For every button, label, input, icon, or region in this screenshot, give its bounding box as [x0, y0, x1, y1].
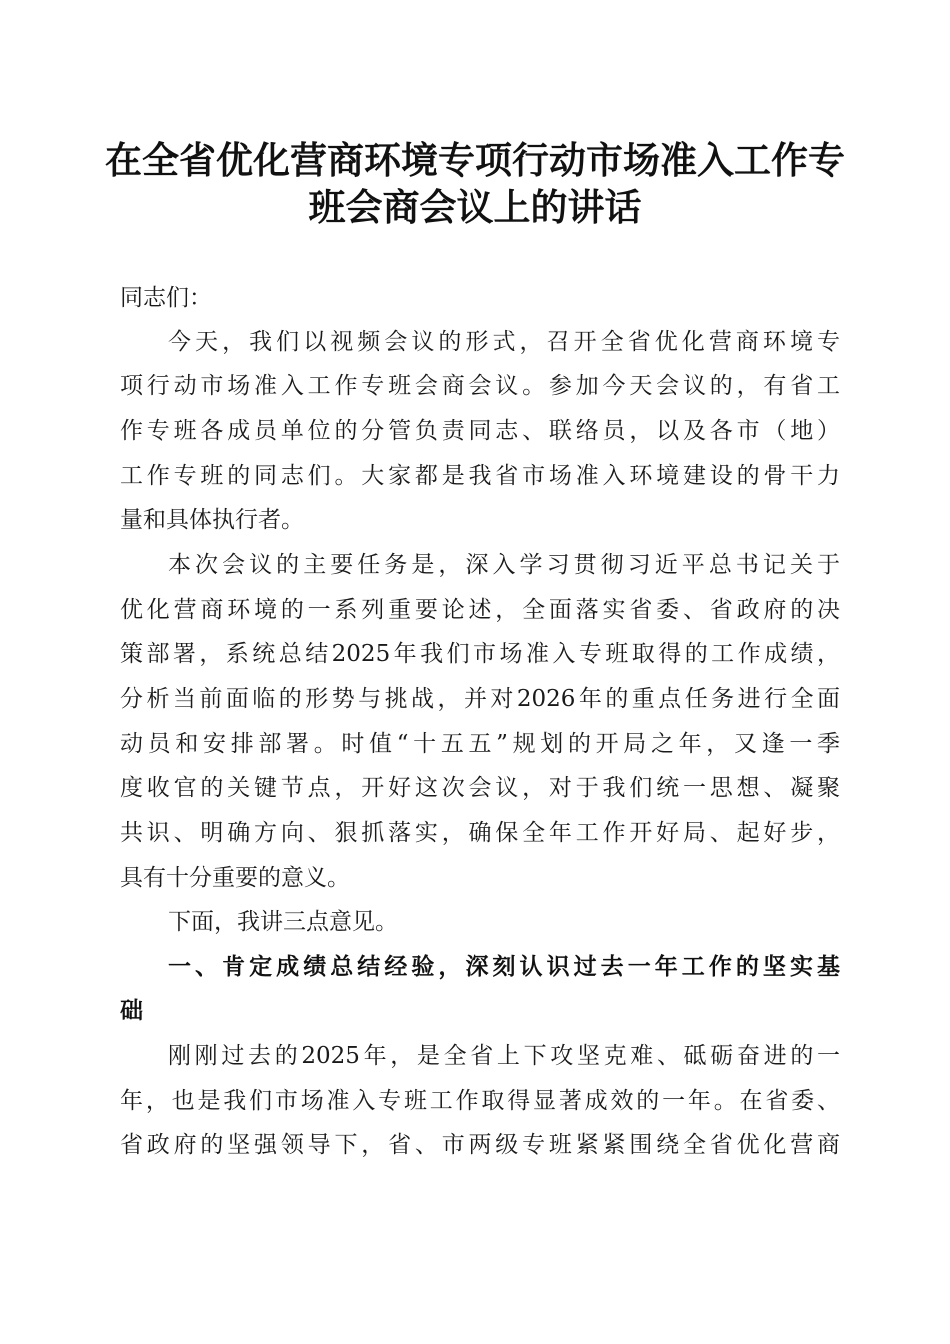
body-line: 项行动市场准入工作专班会商会议。参加今天会议的，有省工 — [120, 373, 840, 399]
body-line: 量和具体执行者。 — [120, 507, 304, 533]
body-line: 省政府的坚强领导下，省、市两级专班紧紧围绕全省优化营商 — [120, 1132, 840, 1158]
body-line: 工作专班的同志们。大家都是我省市场准入环境建设的骨干力 — [120, 463, 840, 489]
section-heading-continued: 础 — [120, 998, 143, 1024]
body-line: 共识、明确方向、狠抓落实，确保全年工作开好局、起好步， — [120, 820, 840, 846]
body-line: 策部署，系统总结2025年我们市场准入专班取得的工作成绩， — [120, 641, 840, 667]
section-heading: 一、肯定成绩总结经验，深刻认识过去一年工作的坚实基 — [168, 954, 840, 980]
document-title-line-2: 班会商会议上的讲话 — [308, 185, 642, 229]
body-line: 动员和安排部署。时值“十五五”规划的开局之年，又逢一季 — [120, 731, 840, 757]
body-line: 优化营商环境的一系列重要论述，全面落实省委、省政府的决 — [120, 597, 840, 623]
body-line: 分析当前面临的形势与挑战，并对2026年的重点任务进行全面 — [120, 686, 840, 712]
body-line: 下面，我讲三点意见。 — [168, 909, 398, 935]
document-title-line-1: 在全省优化营商环境专项行动市场准入工作专 — [105, 138, 845, 182]
body-line: 作专班各成员单位的分管负责同志、联络员，以及各市（地） — [120, 418, 840, 444]
body-line: 今天，我们以视频会议的形式，召开全省优化营商环境专 — [168, 329, 840, 355]
body-line: 刚刚过去的2025年，是全省上下攻坚克难、砥砺奋进的一 — [168, 1043, 840, 1069]
body-line: 本次会议的主要任务是，深入学习贯彻习近平总书记关于 — [168, 552, 840, 578]
body-line: 年，也是我们市场准入专班工作取得显著成效的一年。在省委、 — [120, 1088, 840, 1114]
salutation: 同志们： — [120, 285, 212, 311]
body-line: 度收官的关键节点，开好这次会议，对于我们统一思想、凝聚 — [120, 775, 840, 801]
body-line: 具有十分重要的意义。 — [120, 865, 350, 891]
